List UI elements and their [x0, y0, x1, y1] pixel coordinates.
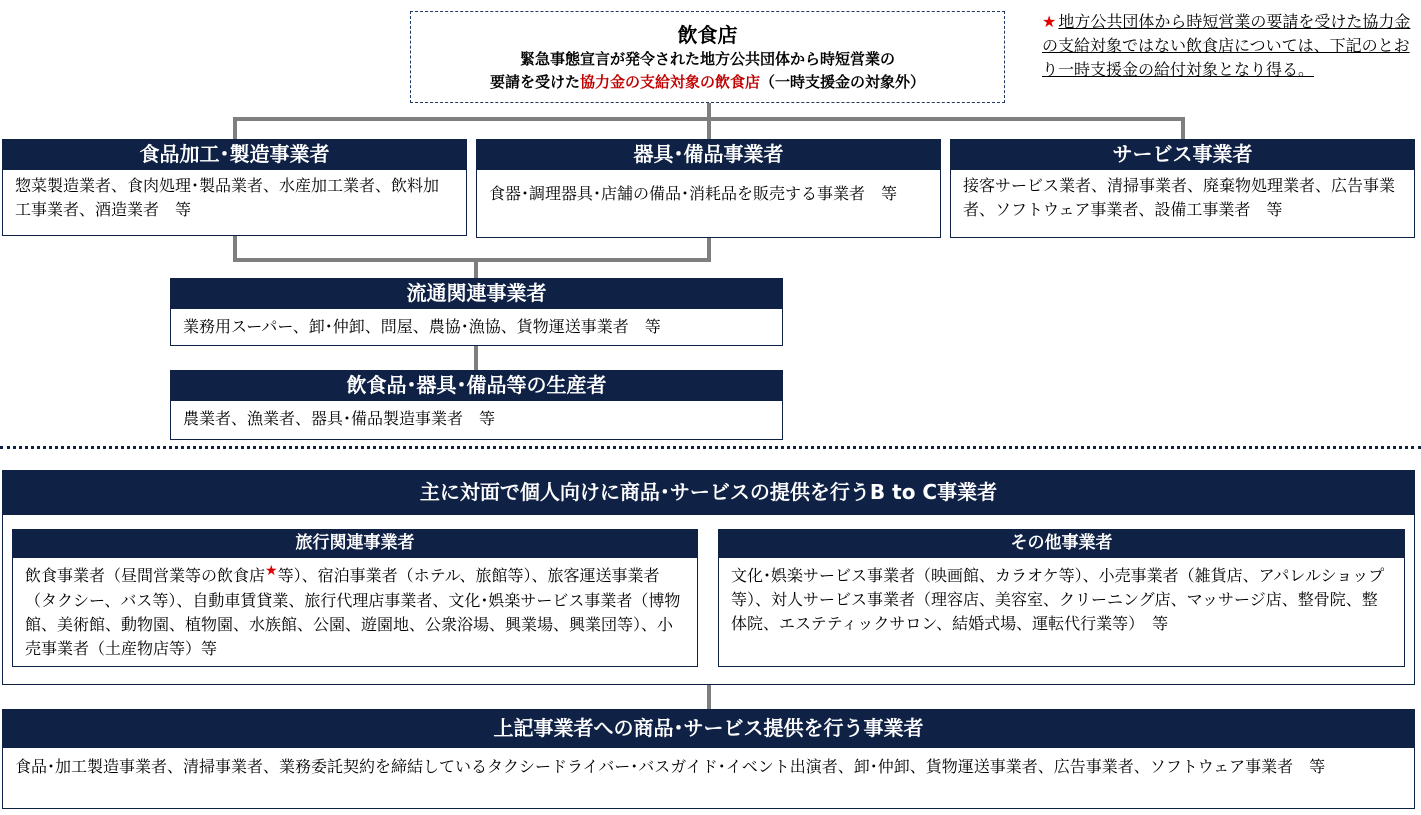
restaurant-title: 飲食店	[677, 23, 738, 47]
restaurant-sub2-prefix: 要請を受けた	[489, 73, 580, 91]
dist-header: 流通関連事業者	[170, 278, 783, 308]
food-body: 惣菜製造業者、食肉処理･製品業者、水産加工業者、飲料加工事業者、酒造業者 等	[2, 169, 467, 236]
supplier-body: 食品･加工製造事業者、清掃事業者、業務委託契約を締結しているタクシードライバー･バスガイド･イベント出演者、卸･仲卸、貨物運送事業者、広告事業者、ソフトウェア事業者 等	[2, 747, 1415, 809]
restaurant-subtitle-line2	[411, 71, 1004, 94]
restaurant-sub2-suffix: （一時支援金の対象外）	[760, 73, 926, 91]
restaurant-sub2-highlight: 協力金の支給対象の飲食店	[579, 73, 760, 91]
producer-header: 飲食品･器具･備品等の生産者	[170, 370, 783, 400]
connector-dist-producer	[474, 346, 478, 370]
note-text	[1042, 10, 1414, 82]
other-header: その他事業者	[718, 529, 1405, 557]
connector-to-equip	[707, 117, 711, 139]
other-body: 文化･娯楽サービス事業者（映画館、カラオケ等）、小売事業者（雑貨店、アパレルショップ等）、対人サービス事業者（理容店、美容室、クリーニング店、マッサージ店、整骨院、整体院、エステティックサロン、結婚式場、運転代行業等） 等	[718, 557, 1405, 667]
service-body: 接客サービス業者、清掃事業者、廃棄物処理業者、広告事業者、ソフトウェア事業者、設備工事業者 等	[950, 169, 1415, 238]
connector-equip-down	[707, 238, 711, 260]
connector-btoc-supplier	[707, 685, 711, 709]
connector-mid-horizontal	[233, 258, 711, 262]
restaurant-box	[410, 11, 1005, 103]
dist-body: 業務用スーパー、卸･仲卸、問屋、農協･漁協、貨物運送事業者 等	[170, 308, 783, 346]
section-divider	[0, 446, 1421, 449]
equip-header: 器具･備品事業者	[476, 139, 941, 169]
connector-to-dist	[474, 258, 478, 278]
restaurant-subtitle-line1: 緊急事態宣言が発令された地方公共団体から時短営業の	[519, 50, 895, 68]
service-header: サービス事業者	[950, 139, 1415, 169]
food-header: 食品加工･製造事業者	[2, 139, 467, 169]
note-body: 地方公共団体から時短営業の要請を受けた協力金の支給対象ではない飲食店については、下記のとおり一時支援金の給付対象となり得る。	[1042, 12, 1411, 79]
travel-body-pre: 飲食事業者（昼間営業等の飲食店	[25, 566, 266, 585]
travel-body-post: 等）、宿泊事業者（ホテル、旅館等）、旅客運送事業者（タクシー、バス等）、自動車賃貸業、旅行代理店事業者、文化･娯楽サービス事業者（博物館、美術館、動物園、植物園、水族館、公園、遊園地、公衆浴場、興業場、興業団等）、小売事業者（土産物店等）等	[25, 566, 681, 658]
connector-to-food	[233, 117, 237, 139]
star-icon: ★	[1042, 12, 1057, 31]
producer-body: 農業者、漁業者、器具･備品製造事業者 等	[170, 400, 783, 440]
travel-body	[12, 557, 698, 667]
connector-to-service	[1181, 117, 1185, 139]
connector-food-down	[233, 236, 237, 260]
btoc-header: 主に対面で個人向けに商品･サービスの提供を行うB to C事業者	[2, 470, 1415, 515]
star-icon: ★	[265, 563, 278, 579]
supplier-header: 上記事業者への商品･サービス提供を行う事業者	[2, 709, 1415, 747]
travel-header: 旅行関連事業者	[12, 529, 698, 557]
equip-body: 食器･調理器具･店舗の備品･消耗品を販売する事業者 等	[476, 169, 941, 238]
